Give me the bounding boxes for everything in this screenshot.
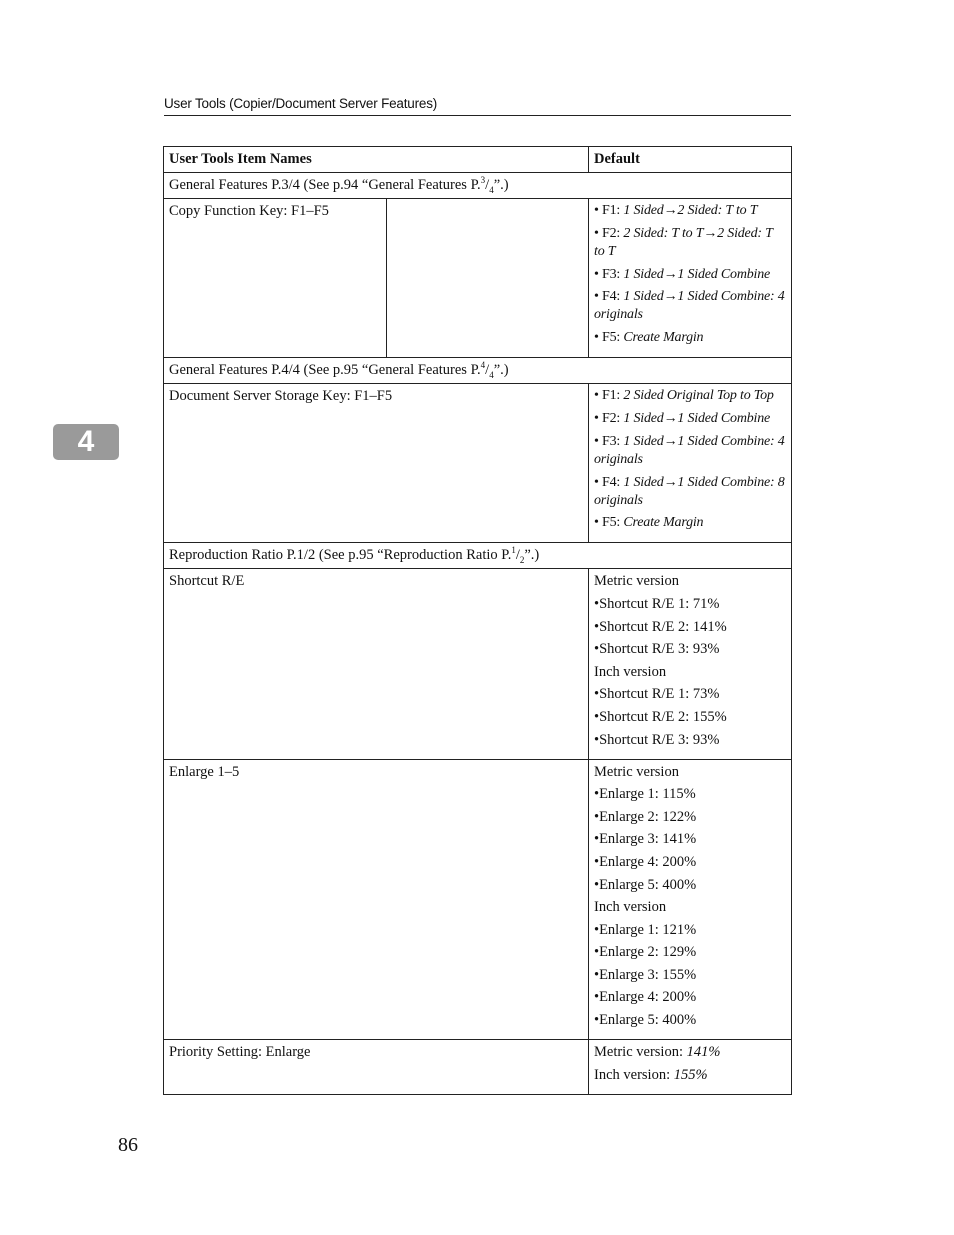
item-copy-function-key: Copy Function Key: F1–F5 (164, 199, 387, 358)
list-item: •Enlarge 2: 122% (594, 808, 697, 825)
table-header-row (164, 147, 792, 173)
section-general-features-4: General Features P.4/4 (See p.95 “General Features $P.^4/_4$”.) (164, 358, 792, 384)
list-item: • F5: Create Margin (594, 515, 704, 531)
list-item: • F5: Create Margin (594, 330, 704, 346)
section-general-features-3: General Features P.3/4 (See p.94 “General Features $P.^3/_4$”.) (164, 173, 792, 199)
list-item: Inch version: 155% (594, 1066, 708, 1083)
item-document-server-storage-key: Document Server Storage Key: F1–F5 (164, 384, 589, 543)
list-item: •Shortcut R/E 3: 93% (594, 641, 720, 658)
list-item: • F1: 1 Sided→2 Sided: T to T (594, 203, 758, 218)
list-item: •Shortcut R/E 1: 71% (594, 595, 720, 612)
list-item: •Shortcut R/E 1: 73% (594, 686, 720, 703)
default-shortcut-re (589, 569, 792, 759)
list-item: •Enlarge 5: 400% (594, 1012, 697, 1029)
table-row (164, 569, 792, 759)
chapter-tab: 4 (53, 424, 119, 460)
list-item: Metric version: 141% (594, 1044, 721, 1061)
list-item: Metric version (594, 573, 679, 590)
section-row (164, 173, 792, 199)
table-row (164, 199, 792, 358)
list-item: • F3: 1 Sided→1 Sided Combine: 4 originals (594, 433, 785, 467)
list-item: •Enlarge 4: 200% (594, 853, 697, 870)
default-document-server-storage-key (589, 384, 792, 543)
list-item: • F4: 1 Sided→1 Sided Combine: 4 originals (594, 289, 785, 323)
header-default: Default (589, 147, 792, 173)
section-row (164, 358, 792, 384)
section-row (164, 543, 792, 569)
list-item: •Enlarge 1: 121% (594, 921, 697, 938)
list-item: • F2: 2 Sided: T to T→2 Sided: T to T (594, 225, 773, 259)
list-item: • F2: 1 Sided→1 Sided Combine (594, 410, 771, 426)
list-item: • F1: 2 Sided Original Top to Top (594, 388, 774, 404)
running-head: User Tools (Copier/Document Server Features) (164, 96, 438, 111)
list-item: •Enlarge 1: 115% (594, 786, 696, 803)
list-item: •Enlarge 5: 400% (594, 876, 697, 893)
table-row (164, 384, 792, 543)
list-item: Metric version (594, 763, 679, 780)
list-item: • F3: 1 Sided→1 Sided Combine (594, 266, 771, 282)
list-item: •Shortcut R/E 2: 141% (594, 618, 727, 635)
list-item: • F4: 1 Sided→1 Sided Combine: 8 originals (594, 474, 785, 508)
default-enlarge (589, 759, 792, 1040)
list-item: •Enlarge 4: 200% (594, 989, 697, 1006)
item-enlarge: Enlarge 1–5 (164, 759, 589, 1040)
item-shortcut-re: Shortcut R/E (164, 569, 589, 759)
page-number: 86 (118, 1134, 138, 1156)
list-item: •Enlarge 3: 141% (594, 831, 697, 848)
table-row (164, 1040, 792, 1095)
section-reproduction-ratio-1: Reproduction Ratio P.1/2 (See p.95 “Reproduction Ratio $P.^1/_2$”.) (164, 543, 792, 569)
empty-cell (387, 199, 589, 358)
default-priority-setting-enlarge (589, 1040, 792, 1095)
item-priority-setting-enlarge: Priority Setting: Enlarge (164, 1040, 589, 1095)
list-item: Inch version (594, 663, 667, 680)
default-copy-function-key (589, 199, 792, 358)
list-item: •Enlarge 2: 129% (594, 944, 697, 961)
list-item: Inch version (594, 899, 667, 916)
list-item: •Shortcut R/E 3: 93% (594, 731, 720, 748)
header-rule (164, 115, 791, 116)
user-tools-table (163, 146, 792, 1095)
list-item: •Shortcut R/E 2: 155% (594, 708, 727, 725)
table-row (164, 759, 792, 1040)
header-item-names: User Tools Item Names (164, 147, 589, 173)
list-item: •Enlarge 3: 155% (594, 966, 697, 983)
